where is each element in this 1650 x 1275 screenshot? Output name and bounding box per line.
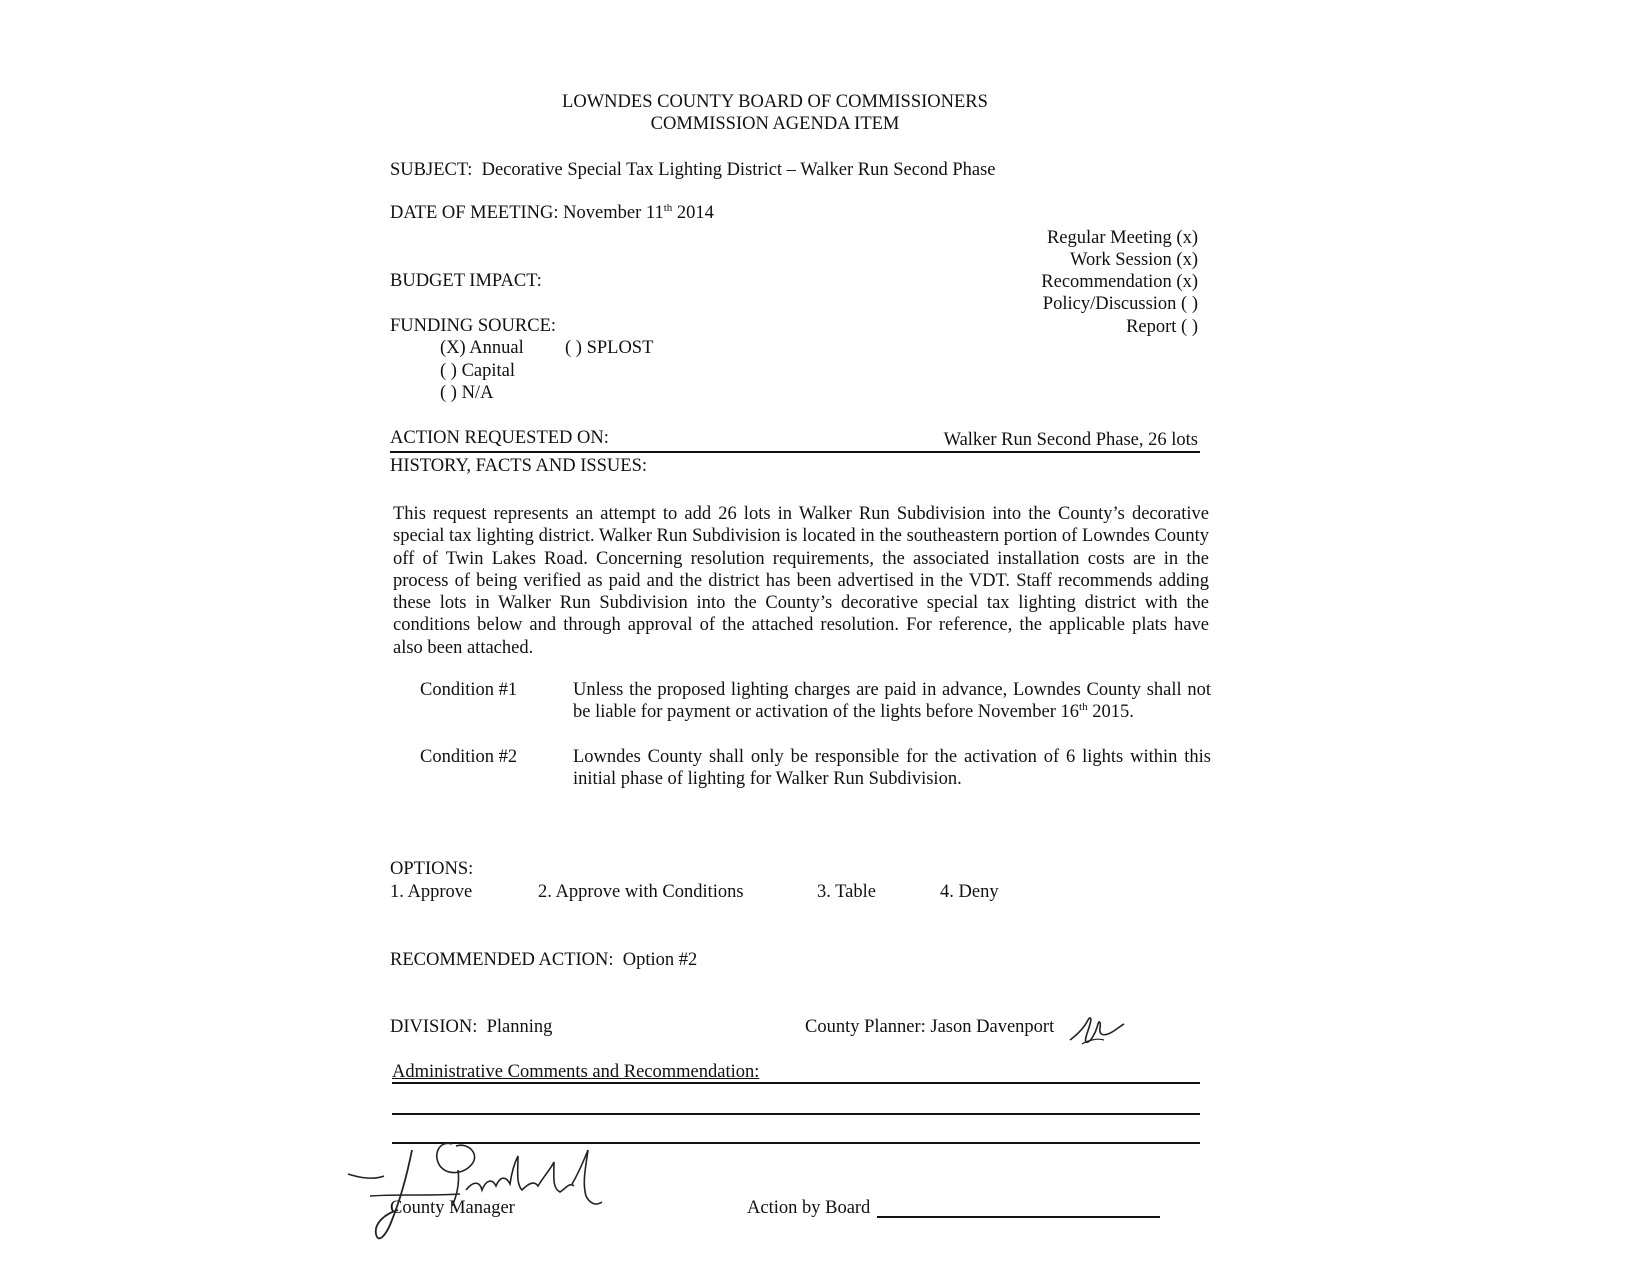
option-deny: 4. Deny: [940, 882, 999, 902]
meeting-type-policy: Policy/Discussion ( ): [1042, 294, 1198, 314]
meeting-date-line: [390, 202, 714, 224]
funding-annual: (X) Annual: [440, 338, 524, 358]
history-paragraph: This request represents an attempt to add 26 lots in Walker Run Subdivision into the County’s decorative special tax lighting district. Walker Run Subdivision is located in the southeastern portion of Lowndes County off of Twin Lakes Road. Concerning resolution requirements, the associated installation costs are in the process of being verified as paid and the district has been advertised in the VDT. Staff recommends adding these lots in Walker Run Subdivision into the County’s decorative special tax lighting district with the conditions below and through approval of the attached resolution. For reference, the applicable plats have also been attached.: [393, 504, 1209, 658]
option-approve-with-conditions: 2. Approve with Conditions: [538, 882, 744, 902]
condition-1-text-a: Unless the proposed lighting charges are paid in advance, Lowndes County shall not be liable for payment or activation of the lights before November 16: [573, 680, 1211, 723]
action-requested-label: ACTION REQUESTED ON:: [390, 428, 609, 448]
funding-capital: ( ) Capital: [440, 361, 516, 381]
condition-2-text: Lowndes County shall only be responsible for the activation of 6 lights within this initial phase of lighting for Walker Run Subdivision.: [573, 747, 1211, 790]
condition-1-text-b: 2015.: [1087, 702, 1134, 723]
header-line-1: LOWNDES COUNTY BOARD OF COMMISSIONERS: [562, 92, 988, 112]
meeting-type-report: Report ( ): [1126, 317, 1198, 337]
planner-initials-signature: [1068, 1010, 1126, 1050]
meeting-date-year: 2014: [676, 203, 714, 223]
meeting-type-recommendation: Recommendation (x): [1041, 272, 1198, 292]
options-label: OPTIONS:: [390, 859, 474, 879]
county-manager-signature: [340, 1140, 620, 1250]
action-by-board-line: [877, 1216, 1160, 1218]
option-approve: 1. Approve: [390, 882, 473, 902]
funding-na: ( ) N/A: [440, 383, 494, 403]
county-manager-label: County Manager: [390, 1198, 515, 1218]
action-divider: [390, 451, 1200, 453]
subject-value: Decorative Special Tax Lighting District – Walker Run Second Phase: [481, 160, 996, 180]
condition-1-label: Condition #1: [420, 680, 518, 700]
planner-line: [805, 1016, 1054, 1038]
recommended-action-value: Option #2: [622, 950, 698, 970]
division-label: DIVISION:: [390, 1017, 478, 1037]
meeting-date-label: DATE OF MEETING:: [390, 203, 559, 223]
recommended-action-line: [390, 949, 697, 971]
action-by-board-label: Action by Board: [747, 1198, 871, 1218]
recommended-action-label: RECOMMENDED ACTION:: [390, 950, 614, 970]
subject-label: SUBJECT:: [390, 160, 473, 180]
meeting-type-work-session: Work Session (x): [1069, 250, 1198, 270]
meeting-type-regular: Regular Meeting (x): [1046, 228, 1198, 248]
funding-source-label: FUNDING SOURCE:: [390, 316, 557, 336]
header-line-2: COMMISSION AGENDA ITEM: [650, 114, 900, 134]
meeting-date-month: November 11: [563, 203, 664, 223]
condition-1-text: [573, 679, 1211, 724]
history-label: HISTORY, FACTS AND ISSUES:: [390, 456, 648, 476]
meeting-date-suffix: th: [663, 201, 673, 214]
condition-2-label: Condition #2: [420, 747, 518, 767]
planner-value: Jason Davenport: [930, 1017, 1055, 1037]
condition-1-sup: th: [1079, 701, 1088, 714]
division-value: Planning: [486, 1017, 553, 1037]
division-line: [390, 1016, 552, 1038]
budget-impact-label: BUDGET IMPACT:: [390, 271, 542, 291]
admin-comments-label: Administrative Comments and Recommendation:: [392, 1062, 760, 1082]
option-table: 3. Table: [817, 882, 876, 902]
planner-label: County Planner:: [805, 1017, 926, 1037]
subject-line: [390, 159, 996, 181]
funding-splost: ( ) SPLOST: [565, 338, 654, 358]
admin-comments-line-1: [392, 1082, 1200, 1084]
action-requested-value: Walker Run Second Phase, 26 lots: [943, 430, 1198, 450]
admin-comments-line-2: [392, 1113, 1200, 1115]
